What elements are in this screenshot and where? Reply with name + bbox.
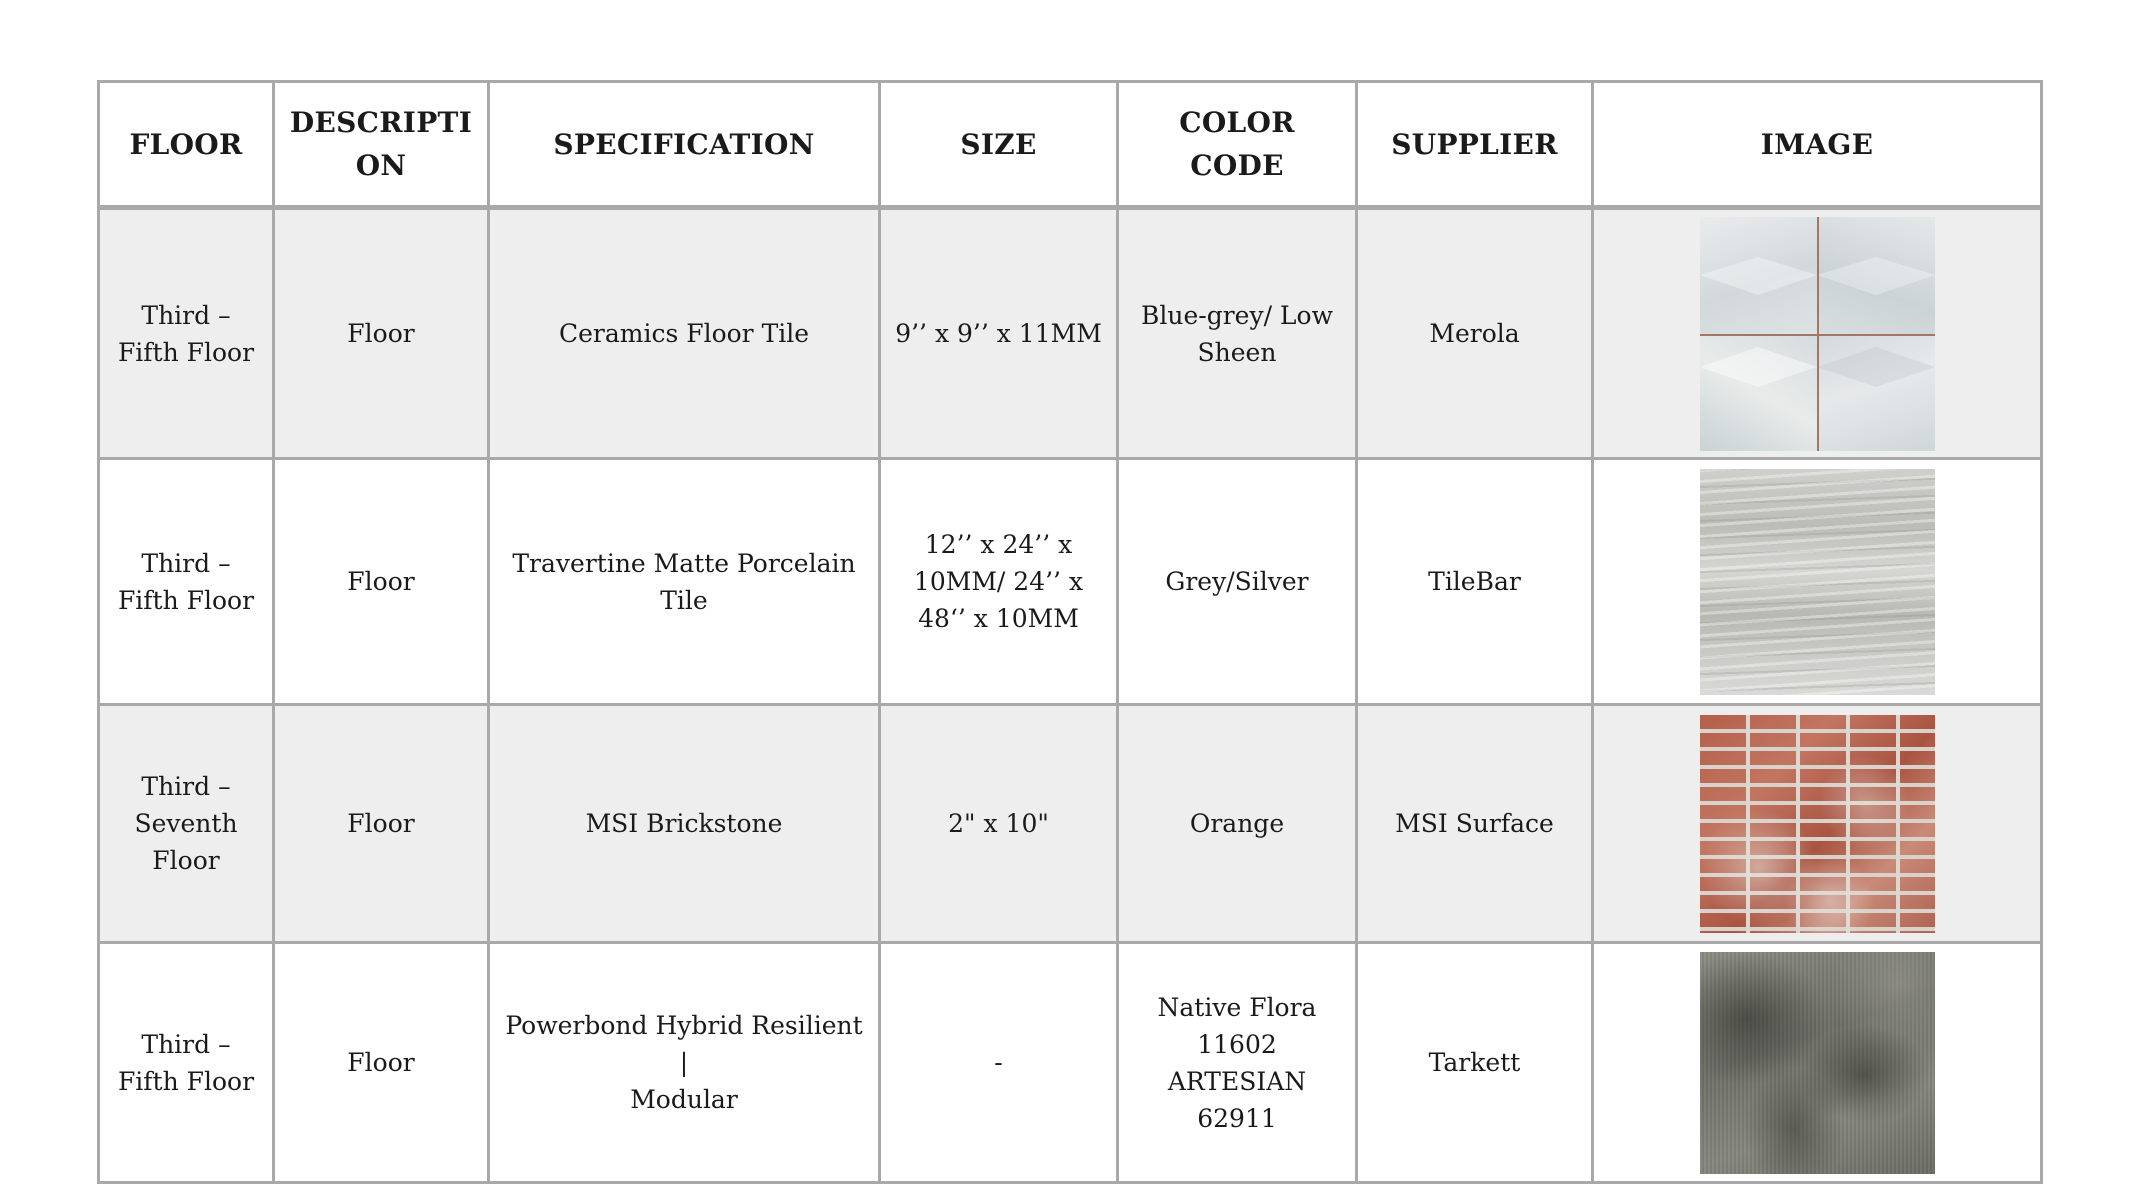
- cell-description: Floor: [274, 208, 489, 459]
- cell-specification: Travertine Matte Porcelain Tile: [489, 459, 880, 705]
- table-row: [99, 705, 2042, 943]
- cell-supplier: Merola: [1357, 208, 1593, 459]
- table-row: [99, 208, 2042, 459]
- cell-description: Floor: [274, 459, 489, 705]
- cell-color-code: Grey/Silver: [1118, 459, 1357, 705]
- cell-size: 12’’ x 24’’ x 10MM/ 24’’ x 48‘’ x 10MM: [880, 459, 1118, 705]
- cell-specification: Powerbond Hybrid Resilient | Modular: [489, 943, 880, 1183]
- header-description: DESCRIPTI ON: [274, 82, 489, 208]
- travertine-tile-swatch: [1700, 469, 1935, 695]
- cell-floor: Third – Seventh Floor: [99, 705, 274, 943]
- header-row: [99, 82, 2042, 208]
- table-row: [99, 943, 2042, 1183]
- header-size: SIZE: [880, 82, 1118, 208]
- cell-supplier: Tarkett: [1357, 943, 1593, 1183]
- cell-image: [1593, 705, 2042, 943]
- cell-size: 9’’ x 9’’ x 11MM: [880, 208, 1118, 459]
- cell-description: Floor: [274, 705, 489, 943]
- header-color-code: COLOR CODE: [1118, 82, 1357, 208]
- cell-image: [1593, 459, 2042, 705]
- header-image: IMAGE: [1593, 82, 2042, 208]
- cell-color-code: Native Flora 11602 ARTESIAN 62911: [1118, 943, 1357, 1183]
- header-supplier: SUPPLIER: [1357, 82, 1593, 208]
- cell-image: [1593, 208, 2042, 459]
- header-floor: FLOOR: [99, 82, 274, 208]
- cell-supplier: MSI Surface: [1357, 705, 1593, 943]
- cell-image: [1593, 943, 2042, 1183]
- cell-specification: Ceramics Floor Tile: [489, 208, 880, 459]
- header-specification: SPECIFICATION: [489, 82, 880, 208]
- cell-floor: Third – Fifth Floor: [99, 459, 274, 705]
- cell-floor: Third – Fifth Floor: [99, 208, 274, 459]
- cell-specification: MSI Brickstone: [489, 705, 880, 943]
- cell-size: 2" x 10": [880, 705, 1118, 943]
- cell-color-code: Orange: [1118, 705, 1357, 943]
- cell-description: Floor: [274, 943, 489, 1183]
- cell-supplier: TileBar: [1357, 459, 1593, 705]
- cell-size: -: [880, 943, 1118, 1183]
- brick-tile-swatch: [1700, 715, 1935, 933]
- table-row: [99, 459, 2042, 705]
- cell-color-code: Blue-grey/ Low Sheen: [1118, 208, 1357, 459]
- carpet-tile-swatch: [1700, 952, 1935, 1174]
- finish-schedule-table: [97, 80, 2043, 1184]
- ceramic-tile-swatch: [1700, 217, 1935, 451]
- cell-floor: Third – Fifth Floor: [99, 943, 274, 1183]
